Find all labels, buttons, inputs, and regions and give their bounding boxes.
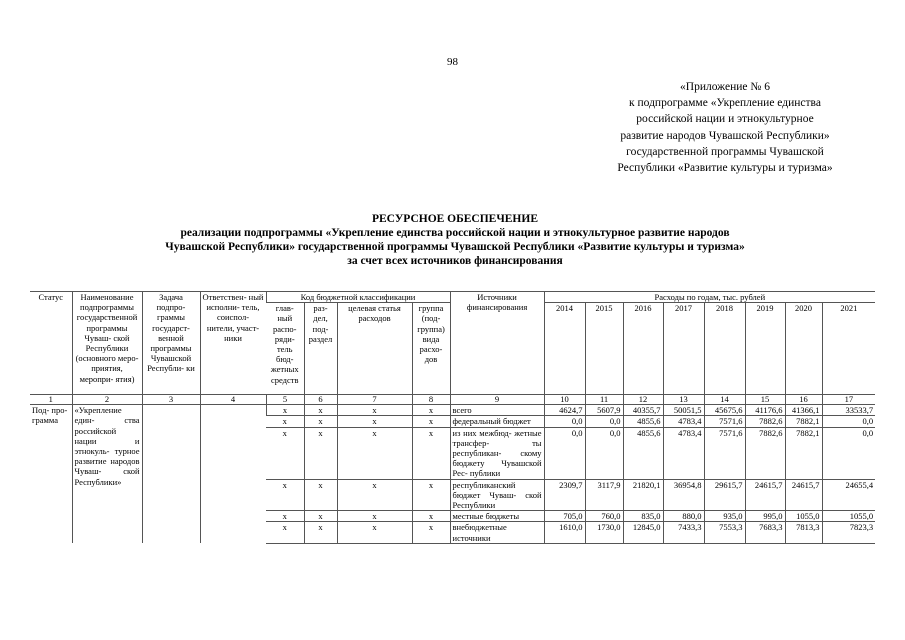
responsible-cell <box>200 405 266 544</box>
heading-line: реализации подпрограммы «Укрепление единства российской нации и этнокультурное развитие народов <box>180 227 730 239</box>
vid-cell: x <box>412 405 450 416</box>
value-cell: 7683,3 <box>745 522 785 543</box>
value-cell: 0,0 <box>585 416 623 427</box>
gr-cell: x <box>266 427 304 479</box>
value-cell: 7433,3 <box>663 522 704 543</box>
value-cell: 760,0 <box>585 511 623 522</box>
column-number: 1 <box>30 395 72 405</box>
gr-cell: x <box>266 511 304 522</box>
column-number: 14 <box>704 395 745 405</box>
value-cell: 5607,9 <box>585 405 623 416</box>
column-number: 5 <box>266 395 304 405</box>
column-number: 7 <box>337 395 412 405</box>
value-cell: 4624,7 <box>544 405 585 416</box>
value-cell: 4855,6 <box>623 427 663 479</box>
vid-cell: x <box>412 522 450 543</box>
value-cell: 24615,7 <box>785 479 822 511</box>
page-number: 98 <box>447 56 458 68</box>
column-number: 15 <box>745 395 785 405</box>
target-cell: x <box>337 522 412 543</box>
header-razdel: раз- дел, под- раздел <box>304 303 337 395</box>
status-cell: Под- про- грамма <box>30 405 72 544</box>
value-cell: 0,0 <box>585 427 623 479</box>
header-target: целевая статья расходов <box>337 303 412 395</box>
heading-title: РЕСУРСНОЕ ОБЕСПЕЧЕНИЕ <box>371 213 538 225</box>
value-cell: 835,0 <box>623 511 663 522</box>
value-cell: 4783,4 <box>663 416 704 427</box>
appendix-line: «Приложение № 6 <box>680 81 770 93</box>
column-number: 16 <box>785 395 822 405</box>
source-cell: внебюджетные источники <box>450 522 544 543</box>
value-cell: 7553,3 <box>704 522 745 543</box>
value-cell: 1730,0 <box>585 522 623 543</box>
header-vid: группа (под- группа) вида расхо- дов <box>412 303 450 395</box>
vid-cell: x <box>412 416 450 427</box>
gr-cell: x <box>266 479 304 511</box>
value-cell: 3117,9 <box>585 479 623 511</box>
target-cell: x <box>337 479 412 511</box>
vid-cell: x <box>412 511 450 522</box>
value-cell: 24615,7 <box>745 479 785 511</box>
header-year: 2014 <box>544 303 585 395</box>
value-cell: 0,0 <box>822 427 875 479</box>
header-year: 2016 <box>623 303 663 395</box>
header-year: 2019 <box>745 303 785 395</box>
appendix-line: к подпрограмме «Укрепление единства <box>629 97 821 110</box>
column-number: 6 <box>304 395 337 405</box>
vid-cell: x <box>412 427 450 479</box>
header-year: 2021 <box>822 303 875 395</box>
value-cell: 705,0 <box>544 511 585 522</box>
column-number: 3 <box>142 395 200 405</box>
value-cell: 45675,6 <box>704 405 745 416</box>
value-cell: 0,0 <box>544 416 585 427</box>
value-cell: 2309,7 <box>544 479 585 511</box>
header-row <box>30 292 875 303</box>
resource-table <box>30 291 875 544</box>
source-cell: республиканский бюджет Чуваш- ской Республики <box>450 479 544 511</box>
header-year: 2020 <box>785 303 822 395</box>
value-cell: 36954,8 <box>663 479 704 511</box>
column-number: 4 <box>200 395 266 405</box>
appendix-line: государственной программы Чувашской <box>626 145 824 158</box>
razdel-cell: x <box>304 479 337 511</box>
header-year: 2017 <box>663 303 704 395</box>
column-number: 11 <box>585 395 623 405</box>
razdel-cell: x <box>304 405 337 416</box>
target-cell: x <box>337 405 412 416</box>
value-cell: 7571,6 <box>704 416 745 427</box>
value-cell: 1055,0 <box>785 511 822 522</box>
value-cell: 40355,7 <box>623 405 663 416</box>
column-number: 8 <box>412 395 450 405</box>
heading-line: Чувашской Республики» государственной программы Чувашской Республики «Развитие культуры и туризма» <box>165 241 745 253</box>
value-cell: 7813,3 <box>785 522 822 543</box>
program-name-cell: «Укрепление един- ства российской нации и этнокуль- турное развитие народов Чуваш- ской Республики» <box>72 405 142 544</box>
target-cell: x <box>337 427 412 479</box>
value-cell: 4855,6 <box>623 416 663 427</box>
gr-cell: x <box>266 522 304 543</box>
source-cell: всего <box>450 405 544 416</box>
source-cell: из них межбюд- жетные трансфер- ты республикан- скому бюджету Чувашской Рес- публики <box>450 427 544 479</box>
value-cell: 7882,1 <box>785 427 822 479</box>
value-cell: 41366,1 <box>785 405 822 416</box>
value-cell: 1610,0 <box>544 522 585 543</box>
target-cell: x <box>337 416 412 427</box>
value-cell: 7882,6 <box>745 416 785 427</box>
header-year: 2018 <box>704 303 745 395</box>
column-number-row <box>30 395 875 405</box>
value-cell: 995,0 <box>745 511 785 522</box>
razdel-cell: x <box>304 427 337 479</box>
header-year: 2015 <box>585 303 623 395</box>
table-row <box>30 405 875 416</box>
column-number: 12 <box>623 395 663 405</box>
appendix-line: Республики «Развитие культуры и туризма» <box>617 162 833 175</box>
task-cell <box>142 405 200 544</box>
header-sources: Источники финансирования <box>450 292 544 395</box>
value-cell: 1055,0 <box>822 511 875 522</box>
header-budget-code: Код бюджетной классификации <box>266 292 450 303</box>
razdel-cell: x <box>304 416 337 427</box>
gr-cell: x <box>266 405 304 416</box>
target-cell: x <box>337 511 412 522</box>
header-task: Задача подпро- граммы государст- венной программы Чувашской Республи- ки <box>142 292 200 395</box>
value-cell: 33533,7 <box>822 405 875 416</box>
value-cell: 7882,6 <box>745 427 785 479</box>
header-years: Расходы по годам, тыс. рублей <box>544 292 875 303</box>
heading-line: за счет всех источников финансирования <box>347 255 563 267</box>
document-heading <box>40 212 870 268</box>
razdel-cell: x <box>304 511 337 522</box>
value-cell: 935,0 <box>704 511 745 522</box>
value-cell: 50051,5 <box>663 405 704 416</box>
value-cell: 12845,0 <box>623 522 663 543</box>
appendix-line: развитие народов Чувашской Республики» <box>620 129 830 142</box>
value-cell: 41176,6 <box>745 405 785 416</box>
razdel-cell: x <box>304 522 337 543</box>
column-number: 17 <box>822 395 875 405</box>
appendix-note <box>560 79 890 176</box>
source-cell: федеральный бюджет <box>450 416 544 427</box>
appendix-line: российской нации и этнокультурное <box>636 113 814 126</box>
value-cell: 7882,1 <box>785 416 822 427</box>
value-cell: 7823,3 <box>822 522 875 543</box>
header-name: Наименование подпрограммы государственной программы Чуваш- ской Республики (основного меро- приятия, меропри- ятия) <box>72 292 142 395</box>
value-cell: 880,0 <box>663 511 704 522</box>
value-cell: 7571,6 <box>704 427 745 479</box>
column-number: 9 <box>450 395 544 405</box>
header-status: Статус <box>30 292 72 395</box>
value-cell: 4783,4 <box>663 427 704 479</box>
header-responsible: Ответствен- ный исполни- тель, соиспол- нители, участ- ники <box>200 292 266 395</box>
vid-cell: x <box>412 479 450 511</box>
value-cell: 0,0 <box>544 427 585 479</box>
gr-cell: x <box>266 416 304 427</box>
column-number: 10 <box>544 395 585 405</box>
header-gr: глав- ный распо- ряди- тель бюд- жетных средств <box>266 303 304 395</box>
value-cell: 29615,7 <box>704 479 745 511</box>
value-cell: 0,0 <box>822 416 875 427</box>
value-cell: 21820,1 <box>623 479 663 511</box>
column-number: 2 <box>72 395 142 405</box>
column-number: 13 <box>663 395 704 405</box>
source-cell: местные бюджеты <box>450 511 544 522</box>
value-cell: 24655,4 <box>822 479 875 511</box>
